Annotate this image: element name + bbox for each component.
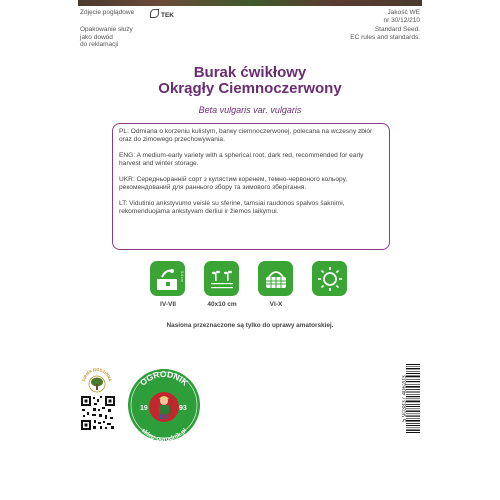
- description-pl: PL: Odmiana o korzeniu kulistym, barwy ciemnoczerwonej, polecana na wczesny zbiór oraz do zimowego przechowywania.: [119, 128, 373, 143]
- description-ukr: UKR: Середньоранній сорт з кулястим коренем, темно-червоного кольору, рекомендований для раннього збору та зимового зберігання.: [119, 176, 348, 191]
- plant-spacing: 40x10 cm: [207, 301, 237, 308]
- founding-year-right: 93: [179, 405, 187, 412]
- complaint-note-line: do reklamacji: [80, 41, 119, 48]
- latin-name: Beta vulgaris var. vulgaris: [198, 105, 302, 115]
- complaint-note: [80, 26, 150, 49]
- harvest-period: VI-X: [269, 301, 283, 308]
- complaint-note-line: jako dowód: [80, 33, 113, 41]
- sowing-period: IV-VII: [160, 301, 176, 308]
- tek-label: [150, 9, 174, 19]
- standard-note-line: EC rules and standards.: [350, 33, 420, 41]
- founding-year-left: 19: [140, 405, 148, 412]
- description-box: [112, 123, 390, 250]
- qr-code[interactable]: [80, 395, 116, 431]
- quality-label: Jakość WE: [387, 9, 420, 16]
- harvest-basket-icon: [258, 261, 293, 296]
- amateur-use-note: Nasiona przeznaczone są tylko do uprawy amatorskiej.: [166, 322, 334, 329]
- spacing-icon: [204, 261, 239, 296]
- photo-note: Zdjęcie poglądowe: [80, 9, 135, 16]
- product-variety: Okrągły Ciemnoczerwony: [158, 80, 342, 97]
- svg-text:OGRODNIK: OGRODNIK: [137, 368, 191, 388]
- product-photo-strip: [78, 0, 422, 6]
- sowing-depth: 3-4 cm: [180, 271, 184, 282]
- sowing-icon: [150, 261, 185, 296]
- tek-text: TEK: [161, 12, 174, 19]
- cultivation-icons: [0, 261, 500, 309]
- ogrodnik-logo[interactable]: [126, 367, 202, 443]
- description-en: ENG: A medium-early variety with a spherical root, dark red, recommended for early harvest and winter storage.: [119, 152, 364, 167]
- certificate-number: nr 30/12/210: [383, 16, 420, 24]
- quality-block: [383, 9, 420, 24]
- leaf-icon: [150, 9, 159, 18]
- standard-note-line: Standard Seed.: [374, 26, 420, 33]
- family-company-badge: [80, 364, 114, 398]
- svg-text:FIRMA RODZINNA: FIRMA RODZINNA: [81, 366, 113, 382]
- svg-text:sklep-ogrodnik.pl: sklep-ogrodnik.pl: [139, 427, 189, 443]
- complaint-note-line: Opakowanie służy: [80, 26, 133, 33]
- description-lt: LT: Vidutinio ankstyvumo veislė su sferine, tamsiai raudonos spalvos šaknimi, rekomenduojama ankstyvam derliui ir žiemos laikymui.: [119, 200, 345, 215]
- standard-note: [310, 26, 420, 41]
- sun-icon: [312, 261, 347, 296]
- product-title: Burak ćwikłowy: [193, 64, 307, 81]
- barcode-number: 5 903837 406203: [402, 375, 408, 423]
